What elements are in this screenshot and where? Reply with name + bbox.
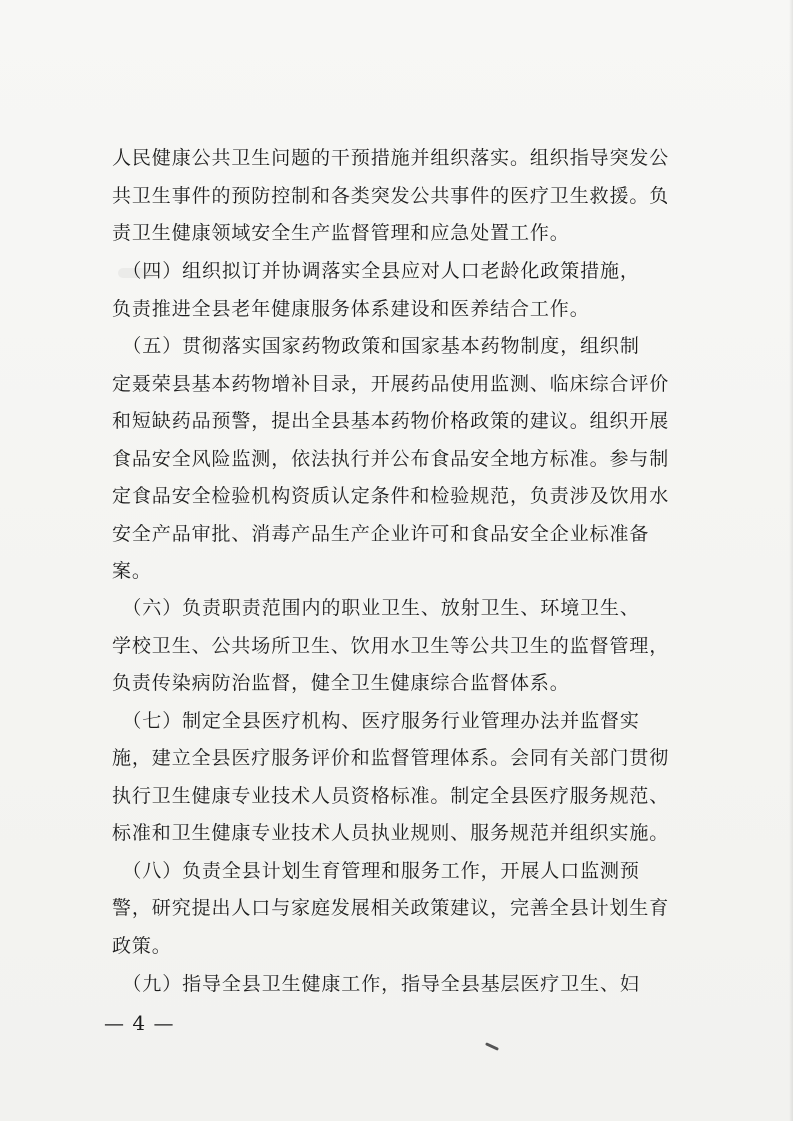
body-line: 政策。	[112, 935, 172, 957]
scan-edge-shadow	[789, 0, 793, 1121]
body-line: 标准和卫生健康专业技术人员执业规则、服务规范并组织实施。	[112, 822, 670, 844]
body-line: 共卫生事件的预防控制和各类突发公共事件的医疗卫生救援。负	[112, 185, 670, 207]
body-line: 负责推进全县老年健康服务体系建设和医养结合工作。	[112, 298, 590, 320]
body-line: 警，研究提出人口与家庭发展相关政策建议，完善全县计划生育	[112, 897, 670, 919]
body-line: （八）负责全县计划生育管理和服务工作，开展人口监测预	[112, 860, 640, 882]
body-line: 执行卫生健康专业技术人员资格标准。制定全县医疗服务规范、	[112, 785, 670, 807]
body-line: 安全产品审批、消毒产品生产企业许可和食品安全企业标准备	[112, 523, 650, 545]
page-number: — 4 —	[104, 1011, 175, 1035]
body-line: 责卫生健康领域安全生产监督管理和应急处置工作。	[112, 222, 570, 244]
body-line: （四）组织拟订并协调落实全县应对人口老龄化政策措施，	[112, 260, 640, 282]
body-line: 定聂荣县基本药物增补目录，开展药品使用监测、临床综合评价	[112, 373, 670, 395]
body-line: 人民健康公共卫生问题的干预措施并组织落实。组织指导突发公	[112, 147, 670, 169]
body-line: （六）负责职责范围内的职业卫生、放射卫生、环境卫生、	[112, 597, 640, 619]
body-line: 学校卫生、公共场所卫生、饮用水卫生等公共卫生的监督管理，	[112, 635, 670, 657]
body-line: 和短缺药品预警，提出全县基本药物价格政策的建议。组织开展	[112, 410, 670, 432]
body-line: （五）贯彻落实国家药物政策和国家基本药物制度，组织制	[112, 335, 640, 357]
body-line: （七）制定全县医疗机构、医疗服务行业管理办法并监督实	[112, 710, 640, 732]
body-line: 施，建立全县医疗服务评价和监督管理体系。会同有关部门贯彻	[112, 747, 670, 769]
body-line: 食品安全风险监测，依法执行并公布食品安全地方标准。参与制	[112, 448, 670, 470]
body-line: 定食品安全检验机构资质认定条件和检验规范，负责涉及饮用水	[112, 485, 670, 507]
scan-mark	[485, 1042, 499, 1051]
body-line: 案。	[112, 560, 152, 582]
body-line: 负责传染病防治监督，健全卫生健康综合监督体系。	[112, 672, 570, 694]
body-line: （九）指导全县卫生健康工作，指导全县基层医疗卫生、妇	[112, 973, 640, 995]
